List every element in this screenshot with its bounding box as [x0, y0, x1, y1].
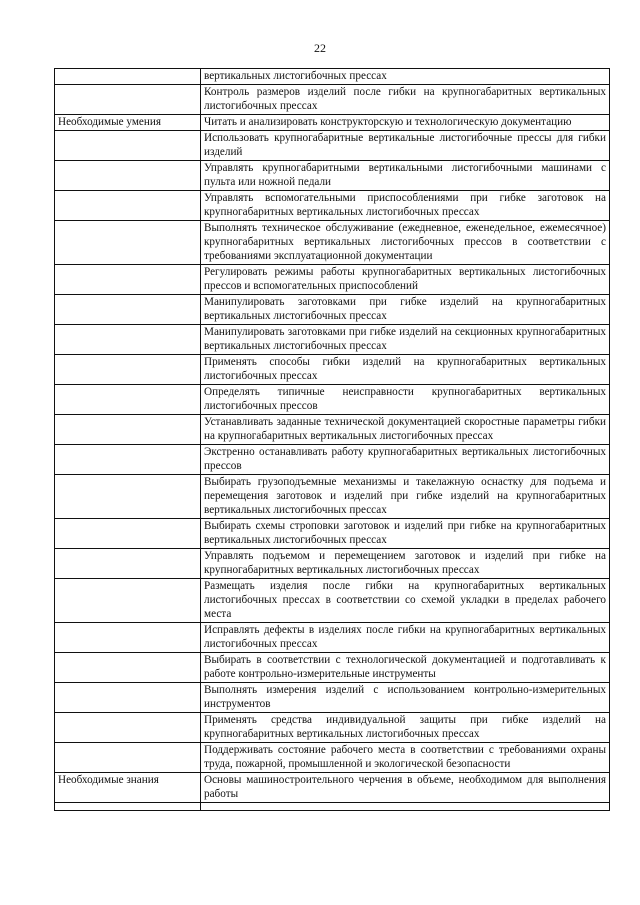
- row-category-cell: [55, 445, 201, 475]
- row-description-cell: Выбирать схемы строповки заготовок и изделий при гибке на крупногабаритных вертикальных листогибочных прессах: [201, 519, 610, 549]
- row-description-cell: Выполнять измерения изделий с использованием контрольно-измерительных инструментов: [201, 683, 610, 713]
- row-category-cell: [55, 683, 201, 713]
- row-description-cell: Поддерживать состояние рабочего места в соответствии с требованиями охраны труда, пожарной, промышленной и экологической безопасности: [201, 743, 610, 773]
- row-category-cell: [55, 85, 201, 115]
- row-category-cell: Необходимые умения: [55, 115, 201, 131]
- row-category-cell: [55, 519, 201, 549]
- row-category-cell: [55, 69, 201, 85]
- row-category-cell: [55, 713, 201, 743]
- row-description-cell: Выбирать грузоподъемные механизмы и такелажную оснастку для подъема и перемещения заготовок и изделий при гибке изделий на крупногабаритных вертикальных листогибочных прессах: [201, 475, 610, 519]
- table-row: [55, 653, 610, 683]
- row-description-cell: Использовать крупногабаритные вертикальные листогибочные прессы для гибки изделий: [201, 131, 610, 161]
- row-category-cell: [55, 549, 201, 579]
- row-category-cell: [55, 803, 201, 811]
- table-row: [55, 115, 610, 131]
- row-description-cell: Читать и анализировать конструкторскую и технологическую документацию: [201, 115, 610, 131]
- table-row: [55, 325, 610, 355]
- table-row: [55, 623, 610, 653]
- table-row: [55, 265, 610, 295]
- table-row: [55, 355, 610, 385]
- row-category-cell: [55, 475, 201, 519]
- row-category-cell: [55, 415, 201, 445]
- row-category-cell: [55, 131, 201, 161]
- row-description-cell: [201, 803, 610, 811]
- row-description-cell: Устанавливать заданные технической документацией скоростные параметры гибки на крупногабаритных вертикальных листогибочных прессах: [201, 415, 610, 445]
- row-category-cell: Необходимые знания: [55, 773, 201, 803]
- row-category-cell: [55, 325, 201, 355]
- table-row: [55, 445, 610, 475]
- row-category-cell: [55, 653, 201, 683]
- row-description-cell: Манипулировать заготовками при гибке изделий на секционных крупногабаритных вертикальных листогибочных прессах: [201, 325, 610, 355]
- row-description-cell: Определять типичные неисправности крупногабаритных вертикальных листогибочных прессов: [201, 385, 610, 415]
- row-category-cell: [55, 355, 201, 385]
- table-row: [55, 713, 610, 743]
- row-description-cell: Управлять вспомогательными приспособлениями при гибке заготовок на крупногабаритных вертикальных листогибочных прессах: [201, 191, 610, 221]
- row-description-cell: Регулировать режимы работы крупногабаритных вертикальных листогибочных прессов и вспомогательных приспособлений: [201, 265, 610, 295]
- row-description-cell: вертикальных листогибочных прессах: [201, 69, 610, 85]
- row-category-cell: [55, 385, 201, 415]
- row-description-cell: Применять средства индивидуальной защиты при гибке изделий на крупногабаритных вертикальных листогибочных прессах: [201, 713, 610, 743]
- row-category-cell: [55, 623, 201, 653]
- table-row: [55, 221, 610, 265]
- row-description-cell: Управлять крупногабаритными вертикальными листогибочными машинами с пульта или ножной педали: [201, 161, 610, 191]
- row-description-cell: Размещать изделия после гибки на крупногабаритных вертикальных листогибочных прессах в соответствии со схемой укладки в пределах рабочего места: [201, 579, 610, 623]
- page-number: 22: [314, 41, 326, 55]
- table-row: [55, 773, 610, 803]
- row-category-cell: [55, 161, 201, 191]
- table-row: [55, 161, 610, 191]
- table-row: [55, 743, 610, 773]
- table-row: [55, 549, 610, 579]
- row-description-cell: Выполнять техническое обслуживание (ежедневное, еженедельное, ежемесячное) крупногабаритных вертикальных листогибочных прессов в соответствии с требованиями эксплуатационной документации: [201, 221, 610, 265]
- row-description-cell: Исправлять дефекты в изделиях после гибки на крупногабаритных вертикальных листогибочных прессах: [201, 623, 610, 653]
- row-description-cell: Экстренно останавливать работу крупногабаритных вертикальных листогибочных прессов: [201, 445, 610, 475]
- row-description-cell: Выбирать в соответствии с технологической документацией и подготавливать к работе контрольно-измерительные инструменты: [201, 653, 610, 683]
- row-category-cell: [55, 265, 201, 295]
- table-row: [55, 69, 610, 85]
- table-row: [55, 803, 610, 811]
- table-row: [55, 385, 610, 415]
- table-row: [55, 683, 610, 713]
- row-category-cell: [55, 743, 201, 773]
- row-category-cell: [55, 295, 201, 325]
- table-row: [55, 131, 610, 161]
- table-row: [55, 415, 610, 445]
- table-row: [55, 191, 610, 221]
- row-description-cell: Управлять подъемом и перемещением заготовок и изделий при гибке на крупногабаритных вертикальных листогибочных прессах: [201, 549, 610, 579]
- row-description-cell: Контроль размеров изделий после гибки на крупногабаритных вертикальных листогибочных прессах: [201, 85, 610, 115]
- skills-table: [54, 68, 610, 811]
- table-row: [55, 475, 610, 519]
- table-row: [55, 519, 610, 549]
- row-category-cell: [55, 191, 201, 221]
- table-row: [55, 295, 610, 325]
- row-category-cell: [55, 579, 201, 623]
- row-description-cell: Манипулировать заготовками при гибке изделий на крупногабаритных вертикальных листогибочных прессах: [201, 295, 610, 325]
- row-description-cell: Применять способы гибки изделий на крупногабаритных вертикальных листогибочных прессах: [201, 355, 610, 385]
- table-row: [55, 579, 610, 623]
- table-row: [55, 85, 610, 115]
- row-description-cell: Основы машиностроительного черчения в объеме, необходимом для выполнения работы: [201, 773, 610, 803]
- row-category-cell: [55, 221, 201, 265]
